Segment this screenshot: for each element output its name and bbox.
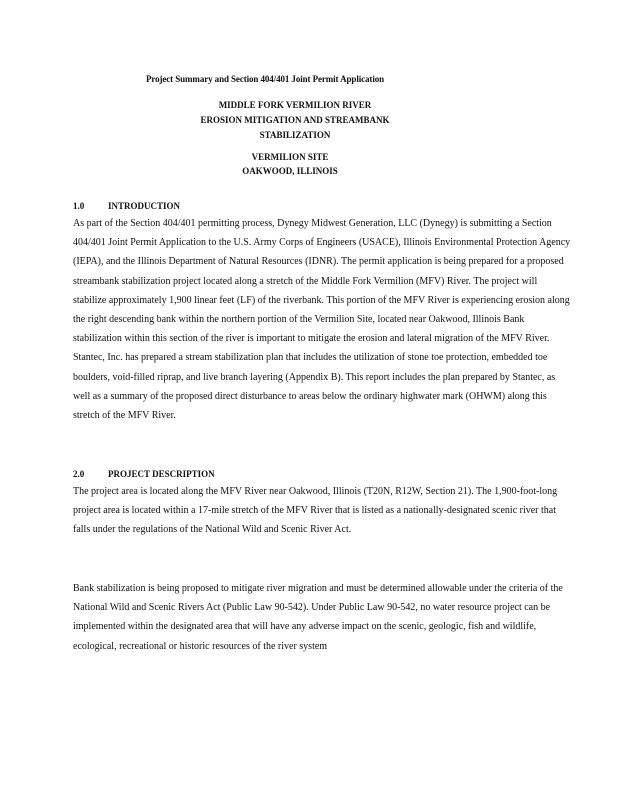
section-body: The project area is located along the MFV River near Oakwood, Illinois (T20N, R12W, Section 21). The 1,900-foot-long project area is located within a 17-mile stretch of the MFV River that is listed as a nationally-designated scenic river that falls under the regulations of the National Wild and Scenic River Act. — [73, 486, 558, 536]
site-block — [200, 150, 380, 178]
section-introduction — [73, 198, 573, 425]
document-title: Project Summary and Section 404/401 Joint Permit Application — [145, 74, 385, 84]
section-project-description-continued — [73, 579, 573, 656]
project-title-line-2: EROSION MITIGATION AND STREAMBANK — [200, 115, 390, 125]
section-body-paragraph-2: Bank stabilization is being proposed to mitigate river migration and must be determined allowable under the criteria of the National Wild and Scenic Rivers Act (Public Law 90-542). Under Public Law 90-542, no water resource project can be implemented within the designated area that will have any adverse impact on the scenic, geologic, fish and wildlife, ecological, recreational or historic resources of the river system — [73, 583, 563, 652]
project-title-line-3: STABILIZATION — [259, 130, 331, 140]
section-number: 2.0 — [73, 469, 85, 479]
section-project-description — [73, 466, 573, 540]
section-title: INTRODUCTION — [108, 201, 181, 211]
section-heading — [73, 198, 573, 214]
project-title-line-1: MIDDLE FORK VERMILION RIVER — [218, 100, 372, 110]
section-number: 1.0 — [73, 201, 85, 211]
section-title: PROJECT DESCRIPTION — [108, 469, 215, 479]
site-location: OAKWOOD, ILLINOIS — [242, 166, 338, 176]
site-name: VERMILION SITE — [251, 152, 329, 162]
section-body: As part of the Section 404/401 permitting process, Dynegy Midwest Generation, LLC (Dynegy) is submitting a Section 404/401 Joint Permit Application to the U.S. Army Corps of Engineers (USACE), Illinois Environmental Protection Agency (IEPA), and the Illinois Department of Natural Resources (IDNR). The permit application is being prepared for a proposed streambank stabilization project located along a stretch of the Middle Fork Vermilion (MFV) River. The project will stabilize approximately 1,900 linear feet (LF) of the riverbank. This portion of the MFV River is experiencing erosion along the right descending bank within the northern portion of the Vermilion Site, located near Oakwood, Illinois Bank stabilization within this section of the river is important to mitigate the erosion and lateral migration of the MFV River. Stantec, Inc. has prepared a stream stabilization plan that includes the utilization of stone toe protection, embedded toe boulders, void-filled riprap, and live branch layering (Appendix B). This report includes the plan prepared by Stantec, as well as a summary of the proposed direct disturbance to areas below the ordinary highwater mark (OHWM) along this stretch of the MFV River. — [73, 218, 571, 422]
section-heading — [73, 466, 573, 482]
project-title-block — [180, 98, 410, 143]
